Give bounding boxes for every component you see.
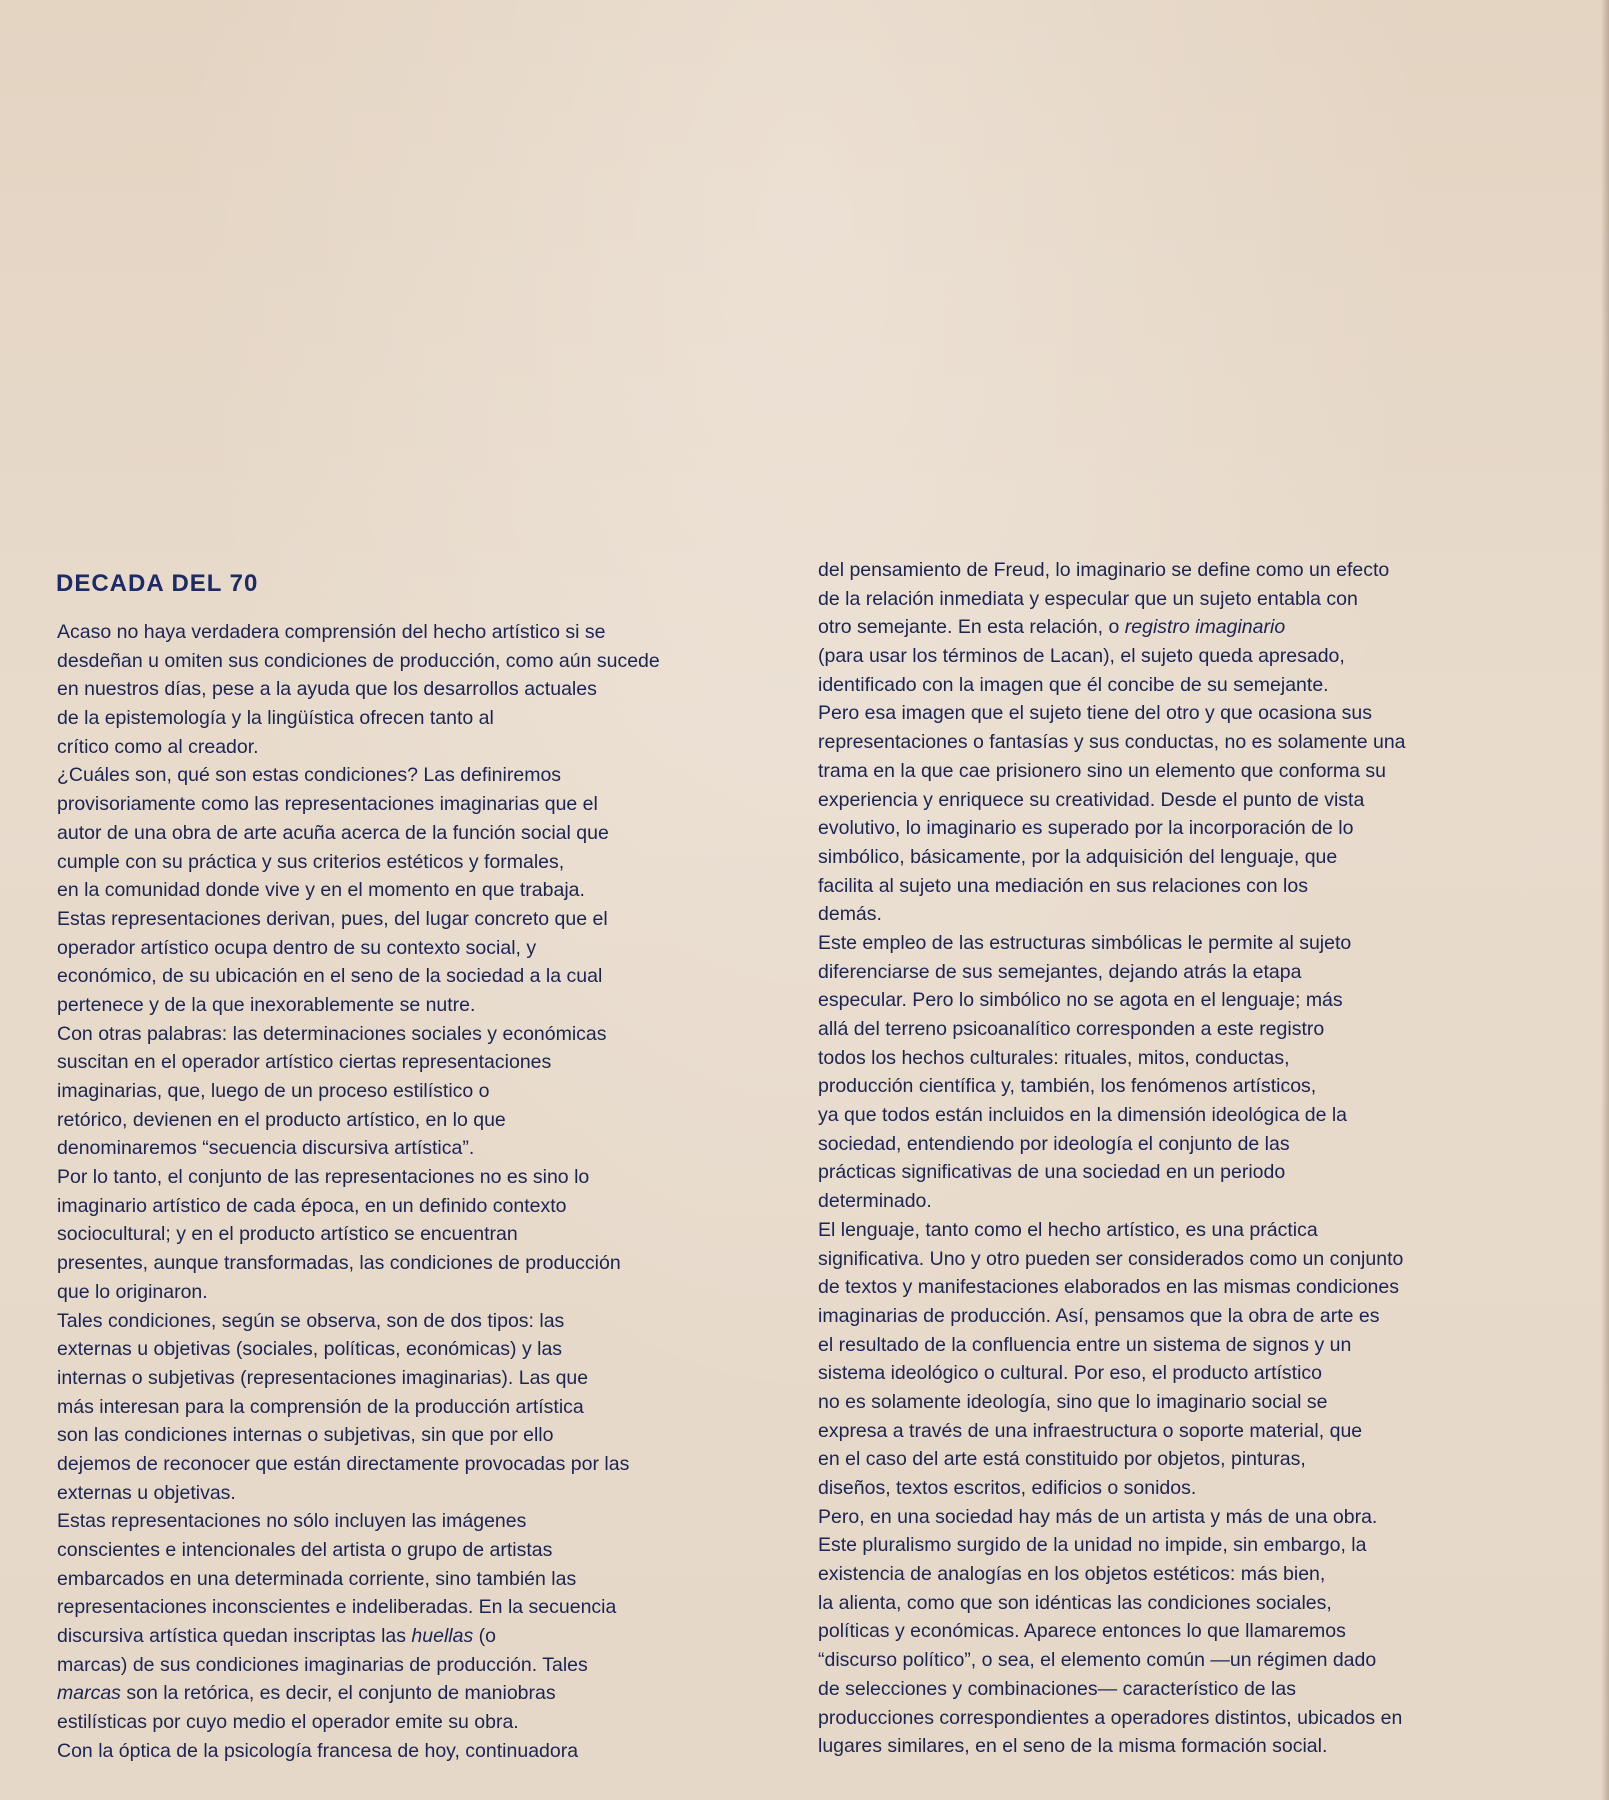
text-segment: Pero esa imagen que el sujeto tiene del otro y que ocasiona sus bbox=[818, 702, 1372, 725]
text-line bbox=[818, 728, 1578, 757]
text-segment: dejemos de reconocer que están directamente provocadas por las bbox=[57, 1452, 630, 1475]
text-segment: políticas y económicas. Aparece entonces lo que llamaremos bbox=[818, 1620, 1346, 1643]
text-line bbox=[57, 962, 797, 991]
text-line bbox=[57, 1278, 797, 1307]
text-line bbox=[57, 1220, 797, 1249]
italic-term: registro imaginario bbox=[1124, 616, 1286, 639]
text-line bbox=[818, 699, 1578, 728]
text-segment: de la relación inmediata y especular que un sujeto entabla con bbox=[818, 587, 1358, 610]
text-line bbox=[57, 1708, 797, 1737]
text-line bbox=[57, 1048, 797, 1077]
text-line bbox=[57, 1335, 797, 1364]
text-line bbox=[818, 1474, 1578, 1503]
text-segment: cumple con su práctica y sus criterios estéticos y formales, bbox=[57, 850, 565, 873]
text-segment: diferenciarse de sus semejantes, dejando atrás la etapa bbox=[818, 960, 1302, 983]
text-line bbox=[57, 1307, 797, 1336]
text-segment: no es solamente ideología, sino que lo imaginario social se bbox=[818, 1390, 1328, 1413]
text-segment: pertenece y de la que inexorablemente se nutre. bbox=[57, 993, 476, 1016]
text-line bbox=[57, 1479, 797, 1508]
text-segment: experiencia y enriquece su creatividad. Desde el punto de vista bbox=[818, 788, 1365, 811]
text-line bbox=[818, 1388, 1578, 1417]
italic-term: huellas bbox=[411, 1625, 474, 1648]
text-line bbox=[818, 1130, 1578, 1159]
text-segment: diseños, textos escritos, edificios o sonidos. bbox=[818, 1477, 1197, 1499]
text-line bbox=[57, 1737, 797, 1766]
text-line bbox=[818, 1044, 1578, 1073]
text-line bbox=[57, 1651, 797, 1680]
text-line bbox=[57, 1622, 797, 1651]
text-line bbox=[818, 1646, 1578, 1675]
text-line bbox=[818, 757, 1578, 786]
text-line bbox=[57, 905, 797, 934]
text-segment: estilísticas por cuyo medio el operador emite su obra. bbox=[57, 1711, 519, 1734]
text-line bbox=[57, 1450, 797, 1479]
text-segment: de selecciones y combinaciones— característico de las bbox=[818, 1677, 1296, 1700]
text-line bbox=[57, 1507, 797, 1536]
text-line bbox=[818, 1445, 1578, 1474]
text-segment: embarcados en una determinada corriente, sino también las bbox=[57, 1567, 577, 1590]
text-line bbox=[818, 958, 1578, 987]
text-line bbox=[57, 991, 797, 1020]
text-segment: autor de una obra de arte acuña acerca de la función social que bbox=[57, 821, 609, 844]
text-segment: marcas) de sus condiciones imaginarias de producción. Tales bbox=[57, 1653, 588, 1676]
text-line bbox=[818, 1158, 1578, 1187]
text-line bbox=[818, 1704, 1578, 1733]
text-segment: Por lo tanto, el conjunto de las representaciones no es sino lo bbox=[57, 1166, 590, 1189]
text-segment: identificado con la imagen que él concibe de su semejante. bbox=[818, 673, 1329, 696]
text-segment: el resultado de la confluencia entre un sistema de signos y un bbox=[818, 1333, 1352, 1356]
text-line bbox=[818, 1503, 1578, 1532]
text-segment: facilita al sujeto una mediación en sus relaciones con los bbox=[818, 874, 1308, 897]
text-line bbox=[57, 647, 797, 676]
text-segment: la alienta, como que son idénticas las condiciones sociales, bbox=[818, 1591, 1332, 1614]
text-line bbox=[818, 613, 1578, 642]
text-line bbox=[57, 704, 797, 733]
text-line bbox=[818, 1245, 1578, 1274]
text-line bbox=[818, 585, 1578, 614]
text-segment: demás. bbox=[818, 903, 882, 926]
text-segment: producción científica y, también, los fenómenos artísticos, bbox=[818, 1075, 1317, 1098]
text-line bbox=[57, 1134, 797, 1163]
text-segment: imaginarias de producción. Así, pensamos que la obra de arte es bbox=[818, 1304, 1380, 1327]
text-line bbox=[818, 642, 1578, 671]
text-segment: discursiva artística quedan inscriptas las bbox=[57, 1625, 412, 1648]
text-segment: Tales condiciones, según se observa, son de dos tipos: las bbox=[57, 1309, 565, 1332]
text-segment: denominaremos “secuencia discursiva artística”. bbox=[57, 1137, 475, 1160]
text-segment: representaciones inconscientes e indeliberadas. En la secuencia bbox=[57, 1596, 617, 1619]
text-segment: en la comunidad donde vive y en el momento en que trabaja. bbox=[57, 879, 585, 902]
text-segment: ya que todos están incluidos en la dimensión ideológica de la bbox=[818, 1104, 1348, 1127]
text-segment: son las condiciones internas o subjetivas, sin que por ello bbox=[57, 1424, 554, 1447]
text-segment: significativa. Uno y otro pueden ser considerados como un conjunto bbox=[818, 1247, 1404, 1270]
text-line bbox=[818, 1560, 1578, 1589]
text-segment: operador artístico ocupa dentro de su contexto social, y bbox=[57, 936, 537, 959]
text-segment: sociocultural; y en el producto artístico se encuentran bbox=[57, 1223, 518, 1246]
text-segment: Pero, en una sociedad hay más de un artista y más de una obra. bbox=[818, 1505, 1378, 1528]
text-segment: de textos y manifestaciones elaborados en las mismas condiciones bbox=[818, 1276, 1399, 1299]
text-line bbox=[57, 1249, 797, 1278]
text-line bbox=[818, 1732, 1578, 1761]
text-line bbox=[57, 1536, 797, 1565]
text-segment: que lo originaron. bbox=[57, 1280, 208, 1303]
text-line bbox=[57, 1393, 797, 1422]
text-line bbox=[57, 790, 797, 819]
text-line bbox=[57, 876, 797, 905]
text-line bbox=[57, 1077, 797, 1106]
text-segment: Acaso no haya verdadera comprensión del hecho artístico si se bbox=[57, 621, 606, 643]
text-line bbox=[818, 872, 1578, 901]
text-line bbox=[57, 761, 797, 790]
text-line bbox=[57, 1593, 797, 1622]
text-segment: en nuestros días, pese a la ayuda que los desarrollos actuales bbox=[57, 678, 597, 701]
text-line bbox=[57, 1020, 797, 1049]
text-segment: externas u objetivas. bbox=[57, 1481, 236, 1504]
text-segment: Este pluralismo surgido de la unidad no impide, sin embargo, la bbox=[818, 1534, 1367, 1557]
text-line bbox=[818, 986, 1578, 1015]
text-line bbox=[818, 1015, 1578, 1044]
text-segment: Este empleo de las estructuras simbólicas le permite al sujeto bbox=[818, 931, 1352, 954]
text-segment: representaciones o fantasías y sus conductas, no es solamente una bbox=[818, 731, 1406, 754]
text-segment: evolutivo, lo imaginario es superado por la incorporación de lo bbox=[818, 817, 1354, 840]
text-line bbox=[818, 1617, 1578, 1646]
text-segment: desdeñan u omiten sus condiciones de producción, como aún sucede bbox=[57, 649, 660, 672]
text-segment: Estas representaciones derivan, pues, del lugar concreto que el bbox=[57, 907, 608, 930]
text-segment: suscitan en el operador artístico ciertas representaciones bbox=[57, 1051, 552, 1074]
text-segment: crítico como al creador. bbox=[57, 735, 259, 758]
italic-term: marcas bbox=[57, 1682, 121, 1705]
text-line bbox=[57, 733, 797, 762]
text-segment: son la retórica, es decir, el conjunto de maniobras bbox=[120, 1682, 556, 1705]
text-line bbox=[57, 1679, 797, 1708]
text-segment: (para usar los términos de Lacan), el sujeto queda apresado, bbox=[818, 645, 1345, 668]
text-segment: Con la óptica de la psicología francesa de hoy, continuadora bbox=[57, 1739, 579, 1762]
left-text-column bbox=[57, 618, 797, 1766]
right-text-column bbox=[818, 556, 1578, 1761]
text-segment: “discurso político”, o sea, el elemento común —un régimen dado bbox=[818, 1649, 1377, 1672]
text-line bbox=[57, 819, 797, 848]
text-segment: externas u objetivas (sociales, políticas, económicas) y las bbox=[57, 1338, 563, 1361]
text-line bbox=[818, 929, 1578, 958]
text-line bbox=[818, 1216, 1578, 1245]
text-segment: ¿Cuáles son, qué son estas condiciones? Las definiremos bbox=[57, 764, 562, 787]
text-line bbox=[57, 848, 797, 877]
text-segment: presentes, aunque transformadas, las condiciones de producción bbox=[57, 1252, 621, 1275]
text-segment: especular. Pero lo simbólico no se agota en el lenguaje; más bbox=[818, 989, 1343, 1012]
text-segment: internas o subjetivas (representaciones imaginarias). Las que bbox=[57, 1366, 589, 1389]
text-line bbox=[57, 1163, 797, 1192]
text-line bbox=[818, 1302, 1578, 1331]
text-line bbox=[818, 1331, 1578, 1360]
text-segment: imaginario artístico de cada época, en un definido contexto bbox=[57, 1194, 567, 1217]
text-line bbox=[818, 843, 1578, 872]
section-heading: DECADA DEL 70 bbox=[56, 570, 259, 597]
text-line bbox=[57, 618, 797, 647]
text-segment: más interesan para la comprensión de la producción artística bbox=[57, 1395, 584, 1418]
text-segment: prácticas significativas de una sociedad en un periodo bbox=[818, 1161, 1286, 1184]
text-segment: El lenguaje, tanto como el hecho artístico, es una práctica bbox=[818, 1218, 1318, 1241]
text-line bbox=[57, 1421, 797, 1450]
text-line bbox=[818, 1187, 1578, 1216]
text-line bbox=[57, 675, 797, 704]
page-edge-shadow bbox=[1601, 0, 1609, 1800]
text-segment: simbólico, básicamente, por la adquisición del lenguaje, que bbox=[818, 845, 1338, 868]
text-line bbox=[818, 814, 1578, 843]
text-line bbox=[818, 1359, 1578, 1388]
text-segment: sistema ideológico o cultural. Por eso, el producto artístico bbox=[818, 1362, 1323, 1385]
text-segment: provisoriamente como las representaciones imaginarias que el bbox=[57, 793, 598, 816]
text-line bbox=[818, 1101, 1578, 1130]
text-segment: sociedad, entendiendo por ideología el conjunto de las bbox=[818, 1132, 1290, 1155]
text-segment: imaginarias, que, luego de un proceso estilístico o bbox=[57, 1080, 490, 1102]
text-segment: de la epistemología y la lingüística ofrecen tanto al bbox=[57, 707, 494, 730]
text-segment: allá del terreno psicoanalítico corresponden a este registro bbox=[818, 1018, 1325, 1040]
text-line bbox=[818, 900, 1578, 929]
text-segment: Con otras palabras: las determinaciones sociales y económicas bbox=[57, 1022, 607, 1045]
text-line bbox=[57, 1364, 797, 1393]
text-line bbox=[818, 1072, 1578, 1101]
text-line bbox=[57, 1565, 797, 1594]
text-segment: existencia de analogías en los objetos estéticos: más bien, bbox=[818, 1563, 1326, 1586]
text-line bbox=[818, 1531, 1578, 1560]
text-segment: Estas representaciones no sólo incluyen las imágenes bbox=[57, 1510, 527, 1533]
text-line bbox=[818, 671, 1578, 700]
text-segment: producciones correspondientes a operadores distintos, ubicados en bbox=[818, 1706, 1403, 1729]
text-line bbox=[818, 1675, 1578, 1704]
text-line bbox=[57, 1192, 797, 1221]
text-line bbox=[818, 1273, 1578, 1302]
text-line bbox=[818, 1589, 1578, 1618]
text-segment: todos los hechos culturales: rituales, mitos, conductas, bbox=[818, 1046, 1290, 1069]
text-segment: del pensamiento de Freud, lo imaginario se define como un efecto bbox=[818, 559, 1390, 581]
text-segment: conscientes e intencionales del artista o grupo de artistas bbox=[57, 1539, 553, 1561]
text-segment: (o bbox=[473, 1625, 496, 1648]
text-segment: retórico, devienen en el producto artístico, en lo que bbox=[57, 1108, 506, 1131]
text-segment: económico, de su ubicación en el seno de la sociedad a la cual bbox=[57, 965, 603, 988]
text-line bbox=[818, 556, 1578, 585]
text-line bbox=[818, 786, 1578, 815]
text-segment: lugares similares, en el seno de la misma formación social. bbox=[818, 1735, 1328, 1758]
text-line bbox=[57, 1106, 797, 1135]
text-segment: en el caso del arte está constituido por objetos, pinturas, bbox=[818, 1448, 1306, 1471]
text-segment: determinado. bbox=[818, 1190, 932, 1213]
text-line bbox=[57, 934, 797, 963]
text-line bbox=[818, 1417, 1578, 1446]
text-segment: otro semejante. En esta relación, o bbox=[818, 616, 1125, 639]
text-segment: trama en la que cae prisionero sino un elemento que conforma su bbox=[818, 759, 1387, 782]
text-segment: expresa a través de una infraestructura o soporte material, que bbox=[818, 1419, 1363, 1442]
